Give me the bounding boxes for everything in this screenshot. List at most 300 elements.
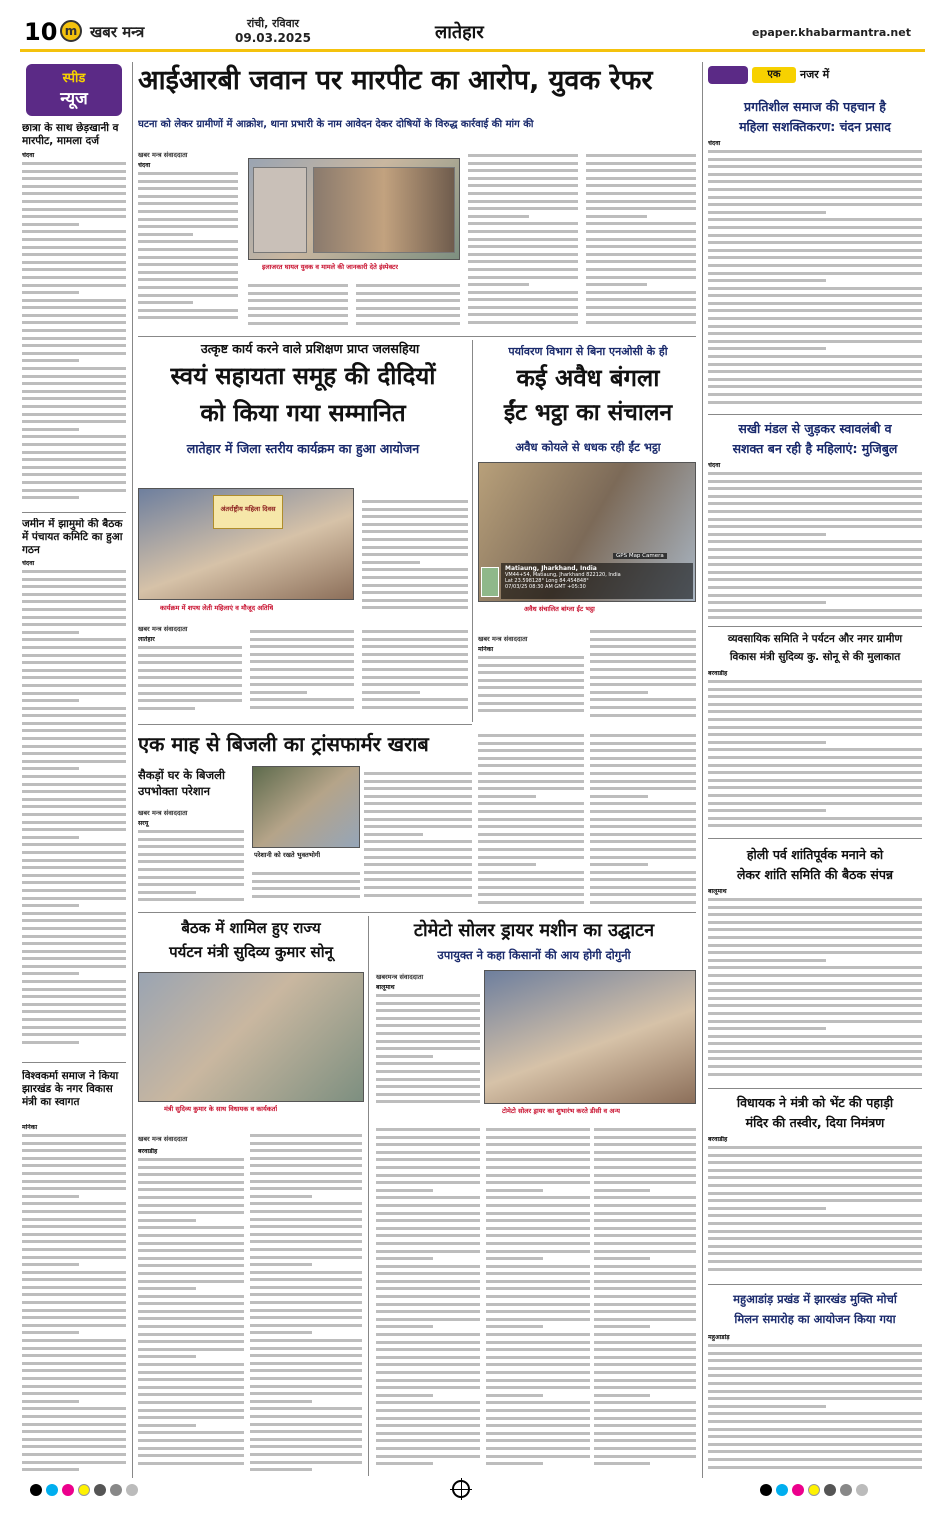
text-line (138, 1333, 244, 1336)
text-line (376, 1295, 480, 1298)
text-line (708, 1146, 922, 1149)
text-line (250, 698, 354, 701)
text-line (708, 921, 922, 924)
text-line (486, 1250, 590, 1253)
text-line (590, 818, 696, 821)
text-line (376, 1250, 480, 1253)
text-line (376, 1070, 480, 1073)
text-line (594, 1348, 696, 1351)
ek-nazar-icon (708, 66, 748, 84)
text-line (22, 489, 126, 492)
text-line (138, 240, 238, 243)
text-line (138, 1310, 244, 1313)
text-line (138, 294, 238, 297)
text-line (22, 246, 126, 249)
text-line (250, 683, 354, 686)
text-line (362, 698, 468, 701)
text-line (252, 887, 360, 890)
transformer-headline: एक माह से बिजली का ट्रांसफार्मर खराब (138, 732, 429, 756)
text-line (376, 1318, 480, 1321)
text-line (250, 1134, 362, 1137)
text-line (708, 1222, 922, 1225)
website-url[interactable]: epaper.khabarmantra.net (752, 26, 911, 39)
body-text-lines (708, 1344, 922, 1476)
text-line (138, 1317, 244, 1320)
text-line (138, 684, 242, 687)
text-line (486, 1341, 590, 1344)
text-line (708, 211, 826, 214)
text-line (594, 1424, 696, 1427)
text-line (22, 473, 126, 476)
text-line (586, 154, 696, 157)
text-line (594, 1174, 696, 1177)
text-line (590, 742, 696, 745)
text-line (594, 1227, 696, 1230)
text-line (708, 1466, 922, 1469)
text-line (248, 314, 348, 317)
lead-photo-left-panel (253, 167, 307, 253)
text-line (594, 1287, 696, 1290)
right-item-1-dateline: चंदवा (708, 140, 721, 147)
text-line (376, 1280, 480, 1283)
transformer-subheadline-1: सैकड़ों घर के बिजली (138, 768, 225, 782)
text-line (138, 1249, 244, 1252)
reg-dot (760, 1484, 772, 1496)
text-line (22, 1445, 126, 1448)
text-line (586, 291, 696, 294)
text-line (138, 1386, 244, 1389)
transformer-body-col-1 (138, 820, 244, 908)
text-line (376, 1002, 480, 1005)
text-line (590, 676, 696, 679)
text-line (22, 692, 126, 695)
text-line (586, 169, 696, 172)
body-text-lines (708, 1146, 922, 1278)
text-line (22, 783, 126, 786)
text-line (708, 1161, 922, 1164)
text-line (364, 795, 472, 798)
text-line (478, 871, 584, 874)
text-line (22, 1142, 126, 1145)
text-line (590, 840, 696, 843)
text-line (250, 1225, 362, 1228)
text-line (486, 1257, 543, 1260)
text-line (708, 1237, 922, 1240)
text-line (708, 1004, 922, 1007)
text-line (708, 332, 922, 335)
text-line (468, 291, 578, 294)
text-line (486, 1242, 590, 1245)
text-line (468, 283, 529, 286)
text-line (376, 1341, 480, 1344)
text-line (22, 790, 126, 793)
text-line (376, 1257, 433, 1260)
text-line (22, 1301, 126, 1304)
text-line (594, 1401, 696, 1404)
text-line (22, 238, 126, 241)
text-line (22, 729, 126, 732)
text-line (138, 1424, 196, 1427)
text-line (708, 1412, 922, 1415)
text-line (708, 218, 922, 221)
text-line (362, 630, 468, 633)
text-line (250, 1316, 362, 1319)
text-line (138, 195, 238, 198)
text-line (708, 989, 922, 992)
text-line (250, 1293, 362, 1296)
shg-subheadline: लातेहार में जिला स्तरीय कार्यक्रम का हुआ आयोजन (186, 441, 420, 456)
lead-body-col-2 (248, 274, 348, 334)
text-line (248, 307, 348, 310)
text-line (22, 1453, 126, 1456)
minister-dateline: बरवाडीह (138, 1148, 158, 1155)
tomato-body-col-4 (594, 1118, 696, 1476)
text-line (22, 261, 126, 264)
text-line (586, 207, 696, 210)
tomato-body-col-3 (486, 1118, 590, 1476)
text-line (138, 1462, 244, 1465)
text-line (22, 684, 126, 687)
text-line (708, 974, 922, 977)
text-line (250, 1195, 312, 1198)
text-line (22, 1233, 126, 1236)
text-line (138, 187, 238, 190)
text-line (22, 466, 126, 469)
text-line (362, 530, 468, 533)
label-ek: एक (752, 67, 796, 83)
body-text-lines (376, 1128, 480, 1476)
text-line (364, 840, 472, 843)
text-line (478, 749, 584, 752)
text-line (138, 1257, 244, 1260)
text-line (468, 306, 578, 309)
text-line (22, 337, 126, 340)
gps-map-thumb (481, 567, 499, 597)
text-line (22, 1149, 126, 1152)
text-line (22, 760, 126, 763)
text-line (376, 1310, 480, 1313)
reg-dot (824, 1484, 836, 1496)
text-line (250, 1157, 362, 1160)
text-line (22, 578, 126, 581)
text-line (594, 1409, 696, 1412)
text-line (376, 1371, 480, 1374)
text-line (478, 848, 584, 851)
text-line (138, 1439, 244, 1442)
text-line (362, 515, 468, 518)
text-line (586, 245, 696, 248)
right-item-6-dateline: महुआडांड़ (708, 1334, 730, 1341)
text-line (364, 772, 472, 775)
text-line (590, 871, 696, 874)
text-line (486, 1424, 590, 1427)
text-line (590, 683, 696, 686)
text-line (708, 234, 922, 237)
text-line (138, 699, 242, 702)
text-line (22, 420, 126, 423)
text-line (22, 496, 79, 499)
reg-dot (792, 1484, 804, 1496)
text-line (22, 1423, 126, 1426)
text-line (376, 1356, 480, 1359)
text-line (708, 1260, 922, 1263)
text-line (248, 322, 348, 325)
lead-byline: खबर मन्त्र संवाददाता (138, 151, 188, 159)
text-line (22, 397, 126, 400)
shg-headline-2: को किया गया सम्मानित (200, 399, 406, 427)
speed-news-headline-1 (22, 122, 126, 148)
body-text-lines (708, 150, 922, 410)
text-line (486, 1189, 543, 1192)
text-line (138, 301, 193, 304)
brick-body-col-3 (478, 724, 584, 910)
text-line (22, 1033, 126, 1036)
text-line (586, 260, 696, 263)
text-line (486, 1417, 590, 1420)
text-line (708, 1207, 826, 1210)
right-item-1-headline-1: प्रगतिशील समाज की पहचान है (744, 99, 886, 114)
text-line (22, 1316, 126, 1319)
text-line (22, 836, 79, 839)
text-line (138, 1219, 196, 1222)
text-line (486, 1447, 590, 1450)
text-line (138, 1363, 244, 1366)
text-line (376, 1212, 480, 1215)
text-line (708, 196, 922, 199)
text-line (708, 1012, 922, 1015)
text-line (138, 172, 238, 175)
text-line (138, 248, 238, 251)
registration-crosshair-icon (452, 1480, 470, 1498)
text-line (586, 253, 696, 256)
shg-byline: खबर मन्त्र संवाददाता (138, 625, 188, 633)
text-line (138, 202, 238, 205)
text-line (22, 1271, 126, 1274)
text-line (22, 608, 126, 611)
text-line (22, 276, 126, 279)
text-line (708, 756, 922, 759)
text-line (22, 912, 126, 915)
lead-dateline: चंदवा (138, 162, 151, 169)
shg-dateline: लातेहार (138, 636, 155, 643)
reg-dot (62, 1484, 74, 1496)
text-line (248, 284, 348, 287)
text-line (22, 344, 126, 347)
transformer-photo-caption: परेशानी को रखते भुक्तभोगी (254, 851, 321, 859)
text-line (138, 876, 244, 879)
text-line (138, 1226, 244, 1229)
text-line (486, 1166, 590, 1169)
text-line (22, 638, 126, 641)
text-line (708, 226, 922, 229)
text-line (22, 714, 126, 717)
text-line (376, 994, 480, 997)
text-line (468, 230, 578, 233)
text-line (376, 1363, 480, 1366)
transformer-body-col-2 (252, 862, 360, 908)
body-text-lines (486, 1128, 590, 1476)
lead-subheadline: घटना को लेकर ग्रामीणों में आक्रोश, थाना प्रभारी के नाम आवेदन देकर दोषियों के विरुद्ध कार्रवाई की मांग की (138, 119, 534, 130)
text-line (138, 1173, 244, 1176)
right-item-6-headline-2: मिलन समारोह का आयोजन किया गया (734, 1312, 896, 1326)
text-line (376, 1462, 433, 1465)
text-line (594, 1158, 696, 1161)
text-line (22, 1164, 126, 1167)
text-line (22, 1324, 126, 1327)
text-line (376, 1455, 480, 1458)
text-line (250, 1438, 362, 1441)
shg-body-col-2 (138, 636, 242, 720)
text-line (138, 676, 242, 679)
text-line (22, 889, 126, 892)
text-line (486, 1386, 590, 1389)
text-line (708, 203, 922, 206)
text-line (362, 676, 468, 679)
text-line (362, 660, 468, 663)
text-line (250, 1324, 362, 1327)
text-line (22, 585, 126, 588)
text-line (248, 292, 348, 295)
text-line (22, 375, 126, 378)
text-line (22, 972, 79, 975)
text-line (468, 169, 578, 172)
text-line (478, 764, 584, 767)
text-line (376, 1242, 480, 1245)
column-rule-left (132, 62, 133, 1478)
text-line (478, 878, 584, 881)
transformer-byline: खबर मन्त्र संवाददाता (138, 809, 188, 817)
text-line (376, 1047, 480, 1050)
text-line (586, 283, 647, 286)
text-line (594, 1181, 696, 1184)
shg-photo (138, 488, 354, 600)
lead-body-col-5 (586, 144, 696, 334)
text-line (708, 586, 922, 589)
text-line (708, 548, 922, 551)
text-line (138, 286, 238, 289)
text-line (586, 177, 696, 180)
text-line (708, 317, 922, 320)
speed-news-column (20, 60, 128, 1480)
text-line (376, 1158, 480, 1161)
text-line (22, 1180, 126, 1183)
minister-body-col-1 (138, 1148, 244, 1476)
body-text-lines (376, 994, 480, 1108)
text-line (138, 1401, 244, 1404)
body-text-lines (590, 734, 696, 910)
brick-body-col-4 (590, 724, 696, 910)
text-line (362, 500, 468, 503)
text-line (22, 745, 126, 748)
text-line (478, 818, 584, 821)
text-line (594, 1189, 650, 1192)
text-line (250, 1172, 362, 1175)
text-line (486, 1394, 543, 1397)
text-line (594, 1128, 696, 1131)
text-line (708, 1435, 922, 1438)
text-line (22, 623, 126, 626)
text-line (376, 1093, 480, 1096)
text-line (22, 284, 126, 287)
text-line (594, 1204, 696, 1207)
text-line (594, 1432, 696, 1435)
text-line (594, 1318, 696, 1321)
text-line (250, 660, 354, 663)
text-line (586, 306, 696, 309)
text-line (594, 1341, 696, 1344)
text-line (486, 1219, 590, 1222)
text-line (22, 919, 126, 922)
body-text-lines (362, 500, 468, 618)
text-line (478, 694, 584, 697)
text-line (22, 162, 126, 165)
text-line (708, 325, 922, 328)
text-line (22, 1157, 126, 1160)
text-line (22, 843, 126, 846)
text-line (22, 965, 126, 968)
text-line (250, 630, 354, 633)
text-line (22, 1377, 126, 1380)
text-line (708, 180, 922, 183)
text-line (138, 1371, 244, 1374)
text-line (708, 1154, 922, 1157)
text-line (708, 1420, 922, 1423)
text-line (138, 210, 238, 213)
tomato-body-col-2 (376, 1118, 480, 1476)
text-line (138, 891, 196, 894)
body-text-lines (364, 772, 472, 908)
text-line (478, 802, 584, 805)
text-line (22, 177, 126, 180)
text-line (478, 656, 584, 659)
text-line (22, 570, 126, 573)
text-line (708, 1390, 922, 1393)
text-line (376, 1136, 480, 1139)
text-line (138, 1325, 244, 1328)
ek-nazar-label (708, 64, 922, 86)
text-line (708, 951, 922, 954)
text-line (22, 593, 126, 596)
text-line (22, 1134, 126, 1137)
text-line (250, 1445, 362, 1448)
text-line (22, 306, 126, 309)
text-line (138, 669, 242, 672)
text-line (138, 1409, 244, 1412)
text-line (22, 1202, 126, 1205)
text-line (362, 683, 468, 686)
text-line (708, 378, 922, 381)
text-line (708, 165, 922, 168)
text-line (362, 653, 468, 656)
text-line (22, 661, 126, 664)
text-line (478, 742, 584, 745)
text-line (138, 860, 244, 863)
text-line (362, 591, 468, 594)
text-line (376, 1303, 480, 1306)
text-line (362, 706, 468, 709)
text-line (376, 1078, 480, 1081)
text-line (376, 1085, 480, 1088)
text-line (708, 779, 922, 782)
text-line (590, 630, 696, 633)
text-line (376, 1100, 480, 1103)
text-line (138, 1416, 244, 1419)
text-line (138, 1242, 244, 1245)
text-line (376, 1394, 433, 1397)
text-line (468, 184, 578, 187)
text-line (22, 1010, 126, 1013)
right-divider-1 (708, 414, 922, 415)
